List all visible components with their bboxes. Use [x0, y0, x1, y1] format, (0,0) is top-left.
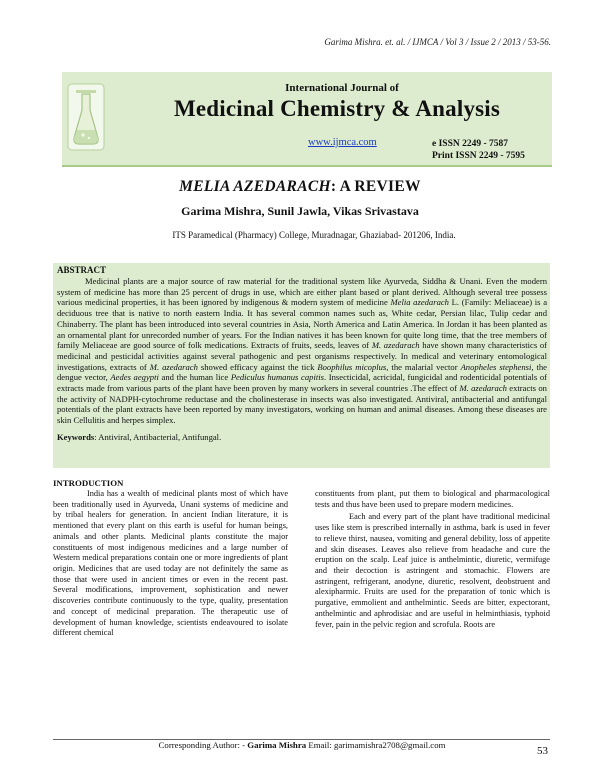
abstract-text-run: have shown many characteristics of medicinal and pesticidal activities against several pathogenic and pest organisms respectively. In medical and veterinary entomological investigations, extracts of: [57, 340, 547, 372]
abstract-box: [53, 263, 550, 468]
print-issn: Print ISSN 2249 - 7595: [432, 151, 525, 161]
keywords-text: : Antiviral, Antibacterial, Antifungal.: [94, 431, 222, 442]
journal-url-link[interactable]: www.ijmca.com: [308, 137, 377, 148]
abstract-text-run: , the malarial vector: [386, 361, 461, 372]
abstract-species-name: M. azedarach: [149, 361, 198, 372]
column-left: [53, 478, 288, 639]
abstract-text-run: extracts on the activity of NADPH-cytochrome reductase and the cholinesterase in insects was also investigated. Antiviral, antibacterial and antifungal potentials of the plant extracts have been reported by many investigators, working on human and animal diseases. Among these diseases are skin Cellulitis and herpes simplex.: [57, 383, 547, 426]
right-paragraph-1: constituents from plant, put them to biological and pharmacological tests and thus have been used to prepare modern medicines.: [315, 489, 550, 509]
journal-name: Medicinal Chemistry & Analysis: [173, 96, 501, 121]
article-title-rest: : A REVIEW: [330, 178, 421, 195]
introduction-heading: INTRODUCTION: [53, 478, 124, 488]
introduction-paragraph: India has a wealth of medicinal plants most of which have been traditionally used in Ayurveda, Unani systems of medicine and by tribal healers for generation. In ancient Indian literature, it is mentioned that every plant on this earth is useful for human beings, animals and other plants. Medicinal plants constitute the major constituents of most indigenous medicines and a large number of Western medical preparations contain one or more ingredients of plant origin. Medicines that are used today are not definitely the same as those that were used in ancient times or even in the recent past. Several modifications, improvement, sophistication and newer discoveries contribute continuously to the type, quality, presentation and concept of medicinal preparation. The therapeutic use of development of human knowledge, scientists endeavoured to isolate different chemical: [53, 489, 288, 638]
abstract-text-run: showed efficacy against the tick: [197, 361, 318, 372]
journal-banner: [62, 72, 552, 167]
page-number: 53: [537, 745, 548, 757]
abstract-text-run: L. (Family: Meliaceae) is a deciduous tree that is native to north eastern India. It has several common names such as, White cedar, Persian lilac, Tulip cedar and Chinaberry. The plant has been introduced into several countries in Asia, North America and Latin America. In Jordan it has been planted as an ornamental plant for unrecorded number of years. For the Indian natives it has been known for quite long time, that the tree members of family Meliaceae are good source of folk medications. Extracts of fruits, seeds, leaves of: [57, 297, 548, 351]
abstract-species-name: Anopheles stephensi: [460, 361, 532, 372]
abstract-species-name: M. azedarach: [371, 340, 420, 351]
abstract-text-run: , the dengue vector,: [57, 361, 547, 383]
right-paragraph-2: Each and every part of the plant have traditional medicinal uses like stem is prescribed internally in asthma, bark is used in fever to relieve thirst, nausea, vomiting and general debility, loss of appetite and skin diseases. Leaves also relieve from headache and cure the eruption on the scalp. Leaf juice is anthelmintic, diuretic, vermifuge and their decoction is astringent and stomachic. Flowers are astringent, refrigerant, anodyne, diuretic, resolvent, deobstruent and alexipharmic. Fruits are used for the preparation of tonic which is purgative, emmolient and anthelmintic. Seeds are bitter, expectorant, anthelmintic and aphrodisiac and are useful in helminthiasis, typhoid fever, pain in the pelvic region and scrofula. Roots are: [315, 512, 550, 629]
abstract-species-name: Boophilus micoplus: [317, 361, 387, 372]
article-title: [0, 178, 600, 196]
authors: Garima Mishra, Sunil Jawla, Vikas Srivastava: [181, 204, 419, 218]
abstract-text-run: . Insecticidal, acricidal, fungicidal and rodenticidal potentials of extracts made from various parts of the plant have been proven by many workers in several countries .The effect of: [57, 372, 547, 394]
corresponding-name: Garima Mishra: [247, 740, 307, 750]
corresponding-prefix: Corresponding Author: -: [158, 740, 248, 750]
keywords-label: Keywords: [57, 431, 95, 442]
abstract-species-name: Melia azedarach: [390, 297, 449, 308]
abstract-text-run: Medicinal plants are a major source of raw material for the traditional system like Ayurveda, Siddha & Unani. Even the modern system of medicine has more than 25 percent of drugs in use, which are either plant based or plant derived. Although several tree possess various medicinal properties, it has been ignored by indigenous & modern system of medicine: [57, 276, 547, 308]
corresponding-author: [0, 740, 600, 750]
abstract-text: [57, 276, 547, 426]
corresponding-email: Email: garimamishra2708@gmail.com: [306, 740, 446, 750]
journal-kicker: International Journal of: [285, 82, 399, 94]
keywords: [57, 432, 547, 443]
article-title-species: MELIA AZEDARACH: [179, 178, 331, 195]
e-issn: e ISSN 2249 - 7587: [432, 139, 509, 149]
abstract-heading: ABSTRACT: [57, 265, 107, 275]
abstract-species-name: Aedes aegypti: [110, 372, 159, 383]
abstract-species-name: Pediculus humanus capitis: [230, 372, 324, 383]
affiliation: ITS Paramedical (Pharmacy) College, Muradnagar, Ghaziabad- 201206, India.: [172, 230, 456, 240]
running-head: Garima Mishra. et. al. / IJMCA / Vol 3 / Issue 2 / 2013 / 53-56.: [324, 37, 551, 47]
abstract-species-name: M. azedarach: [459, 383, 507, 394]
column-right: [315, 489, 550, 630]
abstract-text-run: and the human lice: [158, 372, 231, 383]
